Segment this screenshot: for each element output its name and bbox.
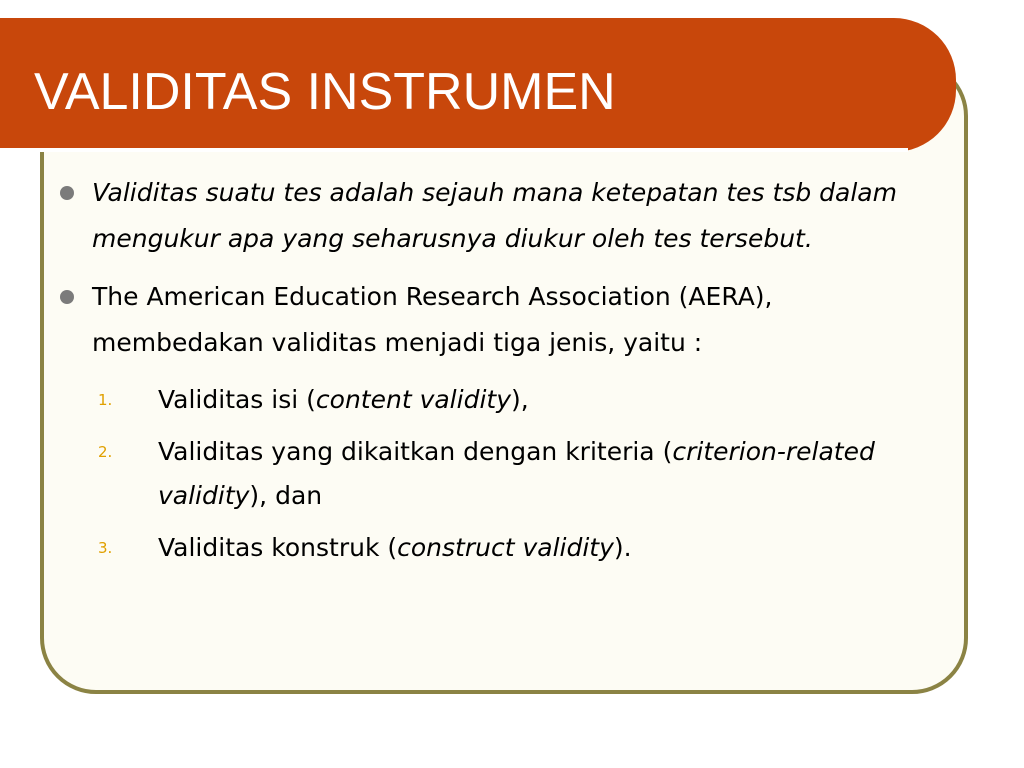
bullet-dot-icon bbox=[60, 186, 74, 200]
bullet-text: Validitas suatu tes adalah sejauh mana ketepatan tes tsb dalam mengukur apa yang seharusnya diukur oleh tes tersebut. bbox=[92, 178, 897, 253]
list-item bbox=[58, 430, 948, 518]
item-term: content validity bbox=[315, 385, 511, 414]
item-prefix: Validitas yang dikaitkan dengan kriteria ( bbox=[158, 437, 673, 466]
list-number: 1. bbox=[98, 391, 113, 409]
title-underline bbox=[0, 148, 908, 152]
validity-types-list bbox=[58, 378, 948, 570]
title-bar bbox=[0, 18, 956, 152]
slide-title: VALIDITAS INSTRUMEN bbox=[34, 63, 616, 121]
item-term: construct validity bbox=[397, 533, 614, 562]
list-item bbox=[58, 526, 948, 570]
list-item bbox=[58, 378, 948, 422]
item-prefix: Validitas konstruk ( bbox=[158, 533, 398, 562]
item-prefix: Validitas isi ( bbox=[158, 385, 316, 414]
slide-body bbox=[58, 170, 948, 578]
item-suffix: ), dan bbox=[249, 481, 323, 510]
bullet-item bbox=[58, 274, 948, 366]
item-suffix: ). bbox=[613, 533, 632, 562]
list-number: 2. bbox=[98, 443, 113, 461]
list-number: 3. bbox=[98, 539, 113, 557]
bullet-dot-icon bbox=[60, 290, 74, 304]
bullet-text: The American Education Research Association (AERA), membedakan validitas menjadi tiga jenis, yaitu : bbox=[92, 282, 773, 357]
item-suffix: ), bbox=[511, 385, 529, 414]
item-term: criterion-related validity bbox=[158, 437, 875, 510]
bullet-item bbox=[58, 170, 948, 262]
